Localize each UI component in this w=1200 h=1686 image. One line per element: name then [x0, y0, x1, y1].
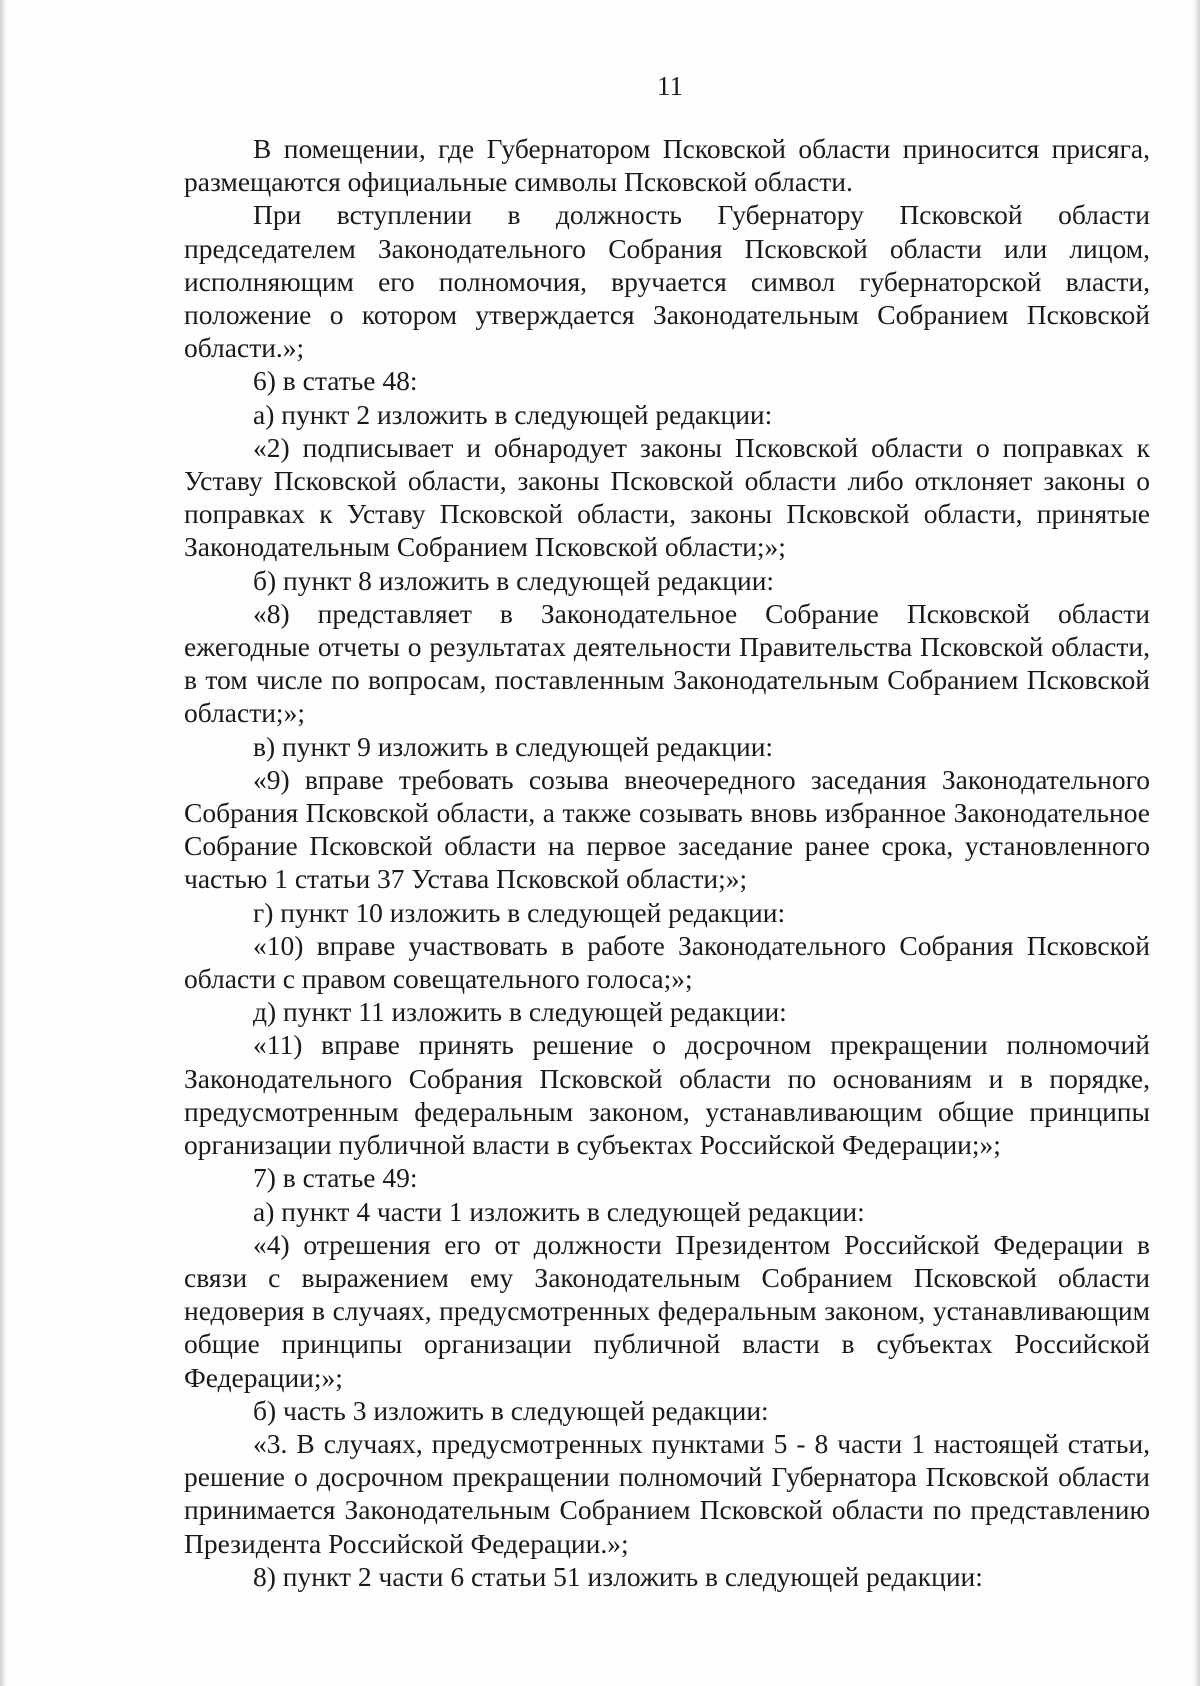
paragraph-article-49-heading: 7) в статье 49:	[253, 1162, 418, 1194]
paragraph-symbol-of-power: При вступлении в должность Губернатору Псковской области председателем Законодательного Собрания Псковской области или лицом, исполняющим его полномочия, вручается символ губернаторской власти, положение о котором утверждается Законодательным Собранием Псковской области.»;	[184, 199, 1150, 364]
paragraph-article-51-heading: 8) пункт 2 части 6 статьи 51 изложить в следующей редакции:	[253, 1560, 983, 1592]
paragraph-49-part-3-text: «3. В случаях, предусмотренных пунктами 5 - 8 части 1 настоящей статьи, решение о досрочном прекращении полномочий Губернатора Псковской области принимается Законодательным Собранием Псковской области по представлению Президента Российской Федерации.»;	[184, 1427, 1150, 1559]
scan-edge-left	[0, 0, 8, 1686]
paragraph-49-item-4-intro: а) пункт 4 части 1 изложить в следующей редакции:	[253, 1195, 865, 1227]
paragraph-48-item-8-intro: б) пункт 8 изложить в следующей редакции:	[253, 564, 775, 596]
page-number: 11	[657, 71, 683, 101]
scan-edge-right	[1192, 0, 1200, 1686]
document-body	[184, 132, 1150, 1593]
paragraph-48-item-10-text: «10) вправе участвовать в работе Законодательного Собрания Псковской области с правом совещательного голоса;»;	[184, 929, 1150, 995]
paragraph-article-48-heading: 6) в статье 48:	[253, 365, 418, 397]
paragraph-48-item-11-text: «11) вправе принять решение о досрочном прекращении полномочий Законодательного Собрания Псковской области по основаниям и в порядке, предусмотренным федеральным законом, устанавливающим общие принципы организации публичной власти в субъектах Российской Федерации;»;	[184, 1029, 1150, 1161]
paragraph-oath-room-symbols: В помещении, где Губернатором Псковской области приносится присяга, размещаются официальные символы Псковской области.	[184, 133, 1150, 198]
paragraph-48-item-2-intro: а) пункт 2 изложить в следующей редакции:	[253, 398, 773, 430]
paragraph-48-item-8-text: «8) представляет в Законодательное Собрание Псковской области ежегодные отчеты о результатах деятельности Правительства Псковской области, в том числе по вопросам, поставленным Законодательным Собранием Псковской области;»;	[184, 597, 1150, 729]
paragraph-48-item-9-intro: в) пункт 9 изложить в следующей редакции:	[253, 730, 774, 762]
paragraph-48-item-11-intro: д) пункт 11 изложить в следующей редакции:	[253, 996, 787, 1028]
paragraph-48-item-10-intro: г) пункт 10 изложить в следующей редакции:	[253, 896, 786, 928]
paragraph-49-part-3-intro: б) часть 3 изложить в следующей редакции:	[253, 1394, 769, 1426]
paragraph-48-item-9-text: «9) вправе требовать созыва внеочередного заседания Законодательного Собрания Псковской области, а также созывать вновь избранное Законодательное Собрание Псковской области на первое заседание ранее срока, установленного частью 1 статьи 37 Устава Псковской области;»;	[184, 763, 1150, 895]
paragraph-49-item-4-text: «4) отрешения его от должности Президентом Российской Федерации в связи с выражением ему Законодательным Собранием Псковской области недоверия в случаях, предусмотренных федеральным законом, устанавливающим общие принципы организации публичной власти в субъектах Российской Федерации;»;	[184, 1228, 1150, 1393]
paragraph-48-item-2-text: «2) подписывает и обнародует законы Псковской области о поправках к Уставу Псковской области, законы Псковской области либо отклоняет законы о поправках к Уставу Псковской области, законы Псковской области, принятые Законодательным Собранием Псковской области;»;	[184, 431, 1150, 563]
